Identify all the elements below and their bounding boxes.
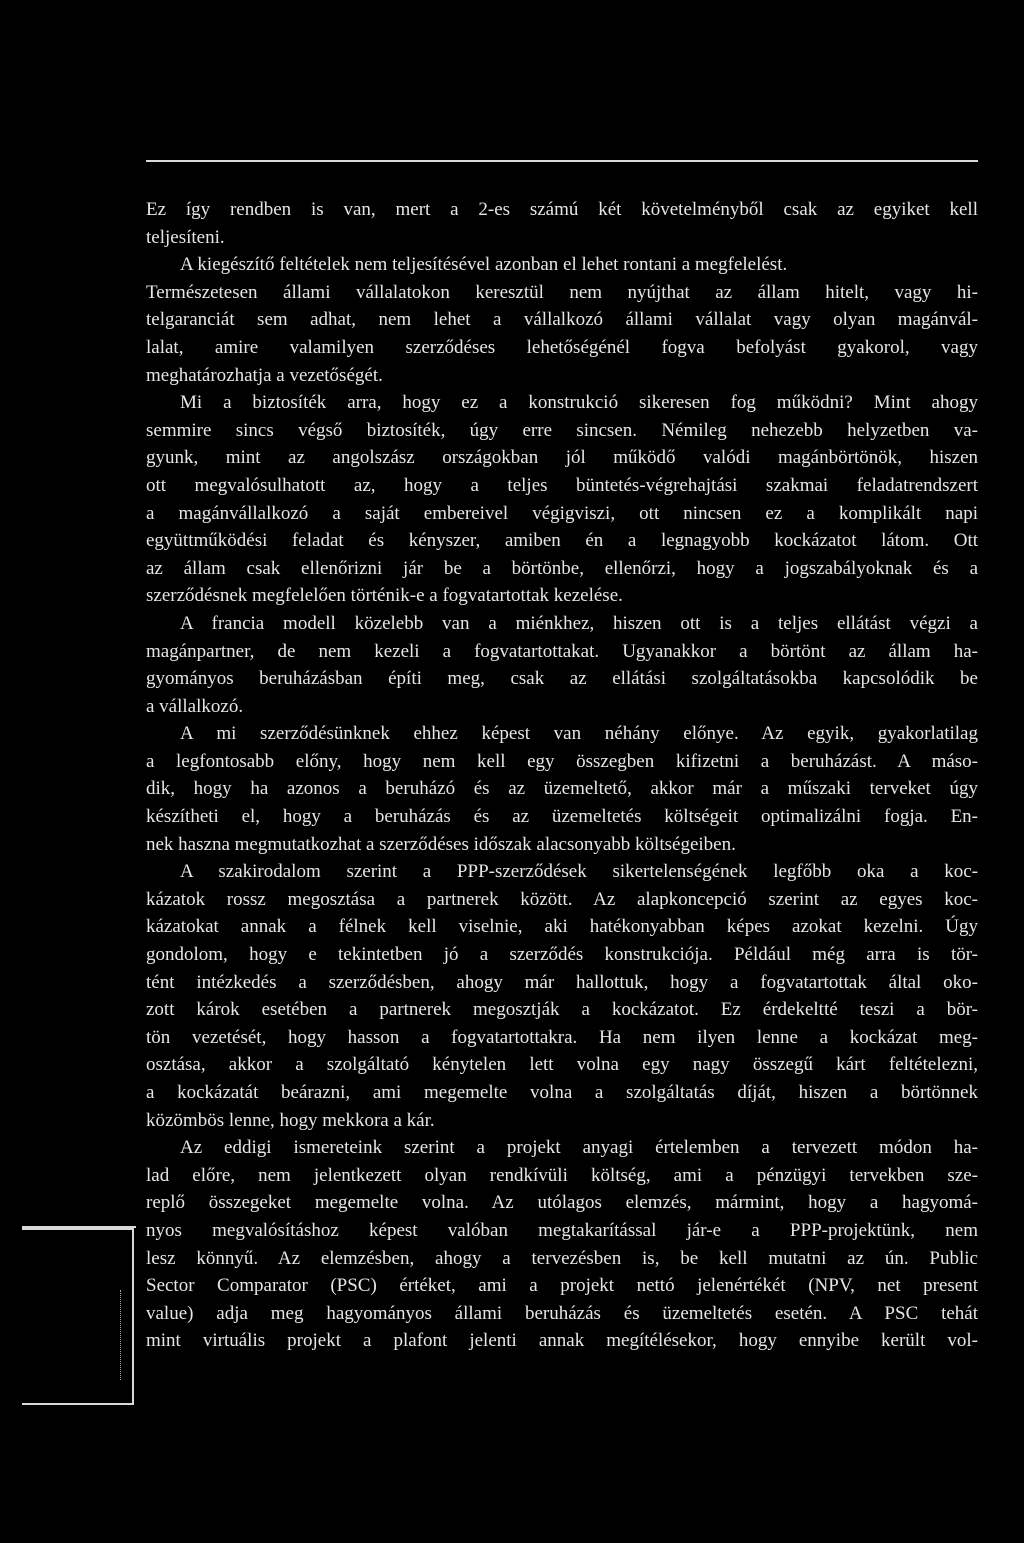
text-line: tént intézkedés a szerződésben, ahogy már hallottuk, hogy a fogvatartottak által oko-	[146, 971, 978, 993]
text-line: meghatározhatja a vezetőségét.	[146, 364, 383, 386]
margin-box-stripe	[120, 1290, 121, 1380]
text-line: telgaranciát sem adhat, nem lehet a vállalkozó állami vállalat vagy olyan magánvál-	[146, 309, 978, 331]
text-line: szerződésnek megfelelően történik-e a fogvatartottak kezelése.	[146, 585, 623, 607]
text-line: semmire sincs végső biztosíték, úgy erre sincsen. Némileg nehezebb helyzetben va-	[146, 419, 978, 441]
text-line: készítheti el, hogy a beruházás és az üzemeltetés költségeit optimalizálni fogja. En-	[146, 806, 978, 828]
text-line: osztása, akkor a szolgáltató kénytelen lett volna egy nagy összegű kárt feltételezni,	[146, 1054, 978, 1076]
text-line: tön vezetését, hogy hasson a fogvatartottakra. Ha nem ilyen lenne a kockázat meg-	[146, 1026, 978, 1048]
text-line: Mi a biztosíték arra, hogy ez a konstrukció sikeresen fog működni? Mint ahogy	[180, 392, 978, 414]
text-line: az állam csak ellenőrizni jár be a börtönbe, ellenőrzi, hogy a jogszabályoknak és a	[146, 557, 978, 579]
text-line: kázatokat annak a félnek kell viselnie, aki hatékonyabban képes azokat kezelni. Úgy	[146, 916, 978, 938]
text-line: replő összegeket megemelte volna. Az utólagos elemzés, mármint, hogy a hagyomá-	[146, 1192, 978, 1214]
text-line: value) adja meg hagyományos állami beruházás és üzemeltetés esetén. A PSC tehát	[146, 1302, 978, 1324]
text-line: A mi szerződésünknek ehhez képest van néhány előnye. Az egyik, gyakorlatilag	[180, 723, 978, 745]
text-line: Ez így rendben is van, mert a 2-es számú két követelményből csak az egyiket kell	[146, 199, 978, 220]
text-line: ott megvalósulhatott az, hogy a teljes büntetés-végrehajtási szakmai feladatrendszert	[146, 474, 978, 496]
top-rule	[146, 160, 978, 162]
text-line: Természetesen állami vállalatokon keresztül nem nyújthat az állam hitelt, vagy hi-	[146, 281, 978, 303]
text-line: a kockázatát beárazni, ami megemelte volna a szolgáltatás díját, hiszen a börtönnek	[146, 1082, 978, 1103]
text-line: A francia modell közelebb van a miénkhez, hiszen ott is a teljes ellátást végzi a	[180, 612, 978, 634]
text-line: gondolom, hogy e tekintetben jó a szerződés konstrukciója. Például még arra is tör-	[146, 944, 978, 966]
text-line: gyományos beruházásban építi meg, csak az ellátási szolgáltatásokba kapcsolódik be	[146, 668, 978, 690]
text-line: zott károk esetében a partnerek megosztják a kockázatot. Ez érdekeltté teszi a bör-	[146, 999, 978, 1021]
text-line: nyos megvalósításhoz képest valóban megtakarítással jár-e a PPP-projektünk, nem	[146, 1219, 978, 1241]
text-line: A kiegészítő feltételek nem teljesítésével azonban el lehet rontani a megfelelést.	[180, 254, 788, 276]
text-line: közömbös lenne, hogy mekkora a kár.	[146, 1109, 435, 1131]
text-line: lalat, amire valamilyen szerződéses lehetőségénél fogva befolyást gyakorol, vagy	[146, 336, 978, 358]
text-line: mint virtuális projekt a plafont jelenti annak megítélésekor, hogy ennyibe került vol-	[146, 1330, 978, 1352]
text-line: teljesíteni.	[146, 226, 225, 248]
text-line: A szakirodalom szerint a PPP-szerződések sikertelenségének legfőbb oka a koc-	[180, 861, 978, 883]
text-line: a magánvállalkozó a saját embereivel végigviszi, ott nincsen ez a komplikált napi	[146, 502, 978, 524]
text-line: dik, hogy ha azonos a beruházó és az üzemeltető, akkor már a műszaki terveket úgy	[146, 778, 978, 800]
text-line: együttműködési feladat és kényszer, amiben én a legnagyobb kockázatot látom. Ott	[146, 530, 978, 552]
text-line: gyunk, mint az angolszász országokban jól működő valódi magánbörtönök, hiszen	[146, 447, 978, 469]
text-line: Az eddigi ismereteink szerint a projekt anyagi értelemben a tervezett módon ha-	[180, 1137, 978, 1159]
text-line: magánpartner, de nem kezeli a fogvatartottakat. Ugyanakkor a börtönt az állam ha-	[146, 640, 978, 662]
text-line: a legfontosabb előny, hogy nem kell egy összegben kifizetni a beruházást. A máso-	[146, 750, 978, 772]
text-line: a vállalkozó.	[146, 695, 244, 717]
text-line: kázatok rossz megosztása a partnerek között. Az alapkoncepció szerint az egyes koc-	[146, 888, 978, 910]
text-line: lad előre, nem jelentkezett olyan rendkívüli költség, ami a pénzügyi tervekben sze-	[146, 1164, 978, 1186]
text-line: Sector Comparator (PSC) értéket, ami a projekt nettó jelenértékét (NPV, net present	[146, 1275, 978, 1297]
text-line: lesz könnyű. Az elemzésben, ahogy a tervezésben is, be kell mutatni az ún. Public	[146, 1247, 978, 1269]
body-text	[146, 196, 978, 1355]
margin-box	[22, 1228, 134, 1405]
text-line: nek haszna megmutatkozhat a szerződéses időszak alacsonyabb költségeiben.	[146, 833, 736, 855]
